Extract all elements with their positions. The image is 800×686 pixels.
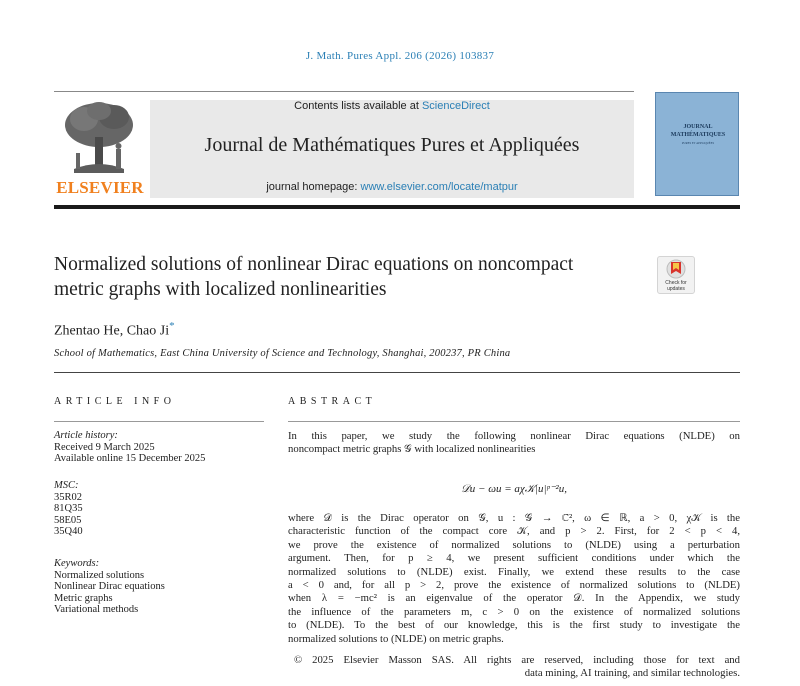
abstract-line: the influence of the parameters m, c > 0 on the existence of normalized solutions	[288, 605, 740, 618]
abstract-line: argument. Then, for p ≥ 4, we present sufficient conditions under which the	[288, 552, 740, 565]
abstract-heading: ABSTRACT	[288, 396, 377, 407]
msc-codes	[54, 480, 264, 538]
msc-code: 35Q40	[54, 526, 83, 537]
abstract-line: In this paper, we study the following nonlinear Dirac equations (NLDE) on	[288, 430, 740, 442]
check-updates-line2: updates	[667, 286, 685, 292]
abstract-intro	[288, 430, 740, 457]
journal-cover-thumbnail[interactable]	[655, 92, 739, 196]
abstract-line: where 𝒟 is the Dirac operator on 𝒢, u : 𝒢 → ℂ², ω ∈ ℝ, a > 0, χ𝒦 is the	[288, 512, 740, 524]
article-history	[54, 430, 264, 465]
abstract-line: when λ = −mc² is an eigenvalue of the operator 𝒟. In the Appendix, we study	[288, 592, 740, 605]
author-affiliation: School of Mathematics, East China University of Science and Technology, Shanghai, 200237, PR China	[54, 348, 511, 359]
check-for-updates-label	[657, 280, 695, 292]
copyright-line2: data mining, AI training, and similar technologies.	[524, 667, 740, 680]
homepage-line	[150, 181, 634, 193]
author-list	[54, 320, 175, 340]
journal-citation[interactable]: J. Math. Pures Appl. 206 (2026) 103837	[305, 50, 495, 62]
copyright-line1: © 2025 Elsevier Masson SAS. All rights are reserved, including those for text and	[294, 654, 740, 666]
cover-title	[656, 123, 740, 139]
paper-title-line1: Normalized solutions of nonlinear Dirac equations on noncompact	[54, 254, 574, 275]
keywords-list	[54, 558, 264, 616]
cover-title-line1: JOURNAL	[683, 124, 713, 130]
check-updates-line1: Check for	[665, 280, 687, 286]
keyword-item: Variational methods	[54, 604, 139, 615]
paper-title	[54, 252, 644, 302]
msc-code: 58E05	[54, 514, 82, 526]
article-info-rule	[54, 421, 264, 422]
abstract-line: to (NLDE). To the best of our knowledge, this is the first study to investigate the	[288, 619, 740, 632]
title-section-rule	[54, 372, 740, 373]
sciencedirect-link[interactable]: ScienceDirect	[421, 100, 490, 112]
cover-title-line2: MATHÉMATIQUES	[670, 132, 726, 138]
msc-code: 35R02	[54, 491, 83, 503]
abstract-rule	[288, 421, 740, 422]
abstract-line: we prove the existence of normalized solutions to (NLDE) using a perturbation	[288, 538, 740, 551]
abstract-line: noncompact metric graphs 𝒢 with localized nonlinearities	[288, 443, 536, 456]
copyright-notice	[288, 654, 740, 681]
article-info-heading: ARTICLE INFO	[54, 396, 176, 407]
author-names: Zhentao He, Chao Ji	[54, 323, 170, 339]
keyword-item: Metric graphs	[54, 592, 113, 604]
check-updates-icon	[658, 257, 694, 281]
keywords-label: Keywords:	[54, 558, 100, 569]
abstract-last-line: normalized solutions to (NLDE) on metric graphs.	[288, 632, 504, 645]
keyword-item: Normalized solutions	[54, 569, 145, 581]
cover-subtitle: PURES ET APPLIQUÉES	[681, 141, 715, 145]
elsevier-wordmark[interactable]: ELSEVIER	[56, 178, 144, 197]
journal-homepage-link[interactable]: www.elsevier.com/locate/matpur	[360, 181, 518, 193]
header-top-rule	[54, 91, 634, 92]
homepage-prefix: journal homepage:	[266, 181, 361, 193]
abstract-body	[288, 512, 740, 646]
abstract-line: a < 0 and, for all p > 2, prove the existence of normalized solutions to (NLDE)	[288, 579, 740, 592]
abstract-line: normalized solutions to (NLDE) exist. Finally, we extend these results to the case	[288, 565, 740, 578]
contents-prefix: Contents lists available at	[294, 100, 422, 112]
header-bottom-rule	[54, 205, 740, 209]
history-label: Article history:	[54, 430, 118, 441]
paper-title-line2: metric graphs with localized nonlinearities	[54, 279, 387, 300]
keyword-item: Nonlinear Dirac equations	[54, 581, 165, 592]
received-date: Received 9 March 2025	[54, 441, 155, 453]
contents-line	[150, 100, 634, 112]
corresponding-author-mark[interactable]: *	[169, 320, 175, 332]
nlde-equation: 𝒟u − ωu = aχ𝒦|u|ᵖ⁻²u,	[461, 483, 567, 495]
msc-code: 81Q35	[54, 503, 83, 514]
journal-title: Journal de Mathématiques Pures et Appliquées	[204, 134, 580, 156]
msc-label: MSC:	[54, 480, 79, 491]
abstract-line: characteristic function of the compact core 𝒦, and p > 2. First, for 2 < p < 4,	[288, 525, 740, 538]
available-online-date: Available online 15 December 2025	[54, 453, 206, 464]
